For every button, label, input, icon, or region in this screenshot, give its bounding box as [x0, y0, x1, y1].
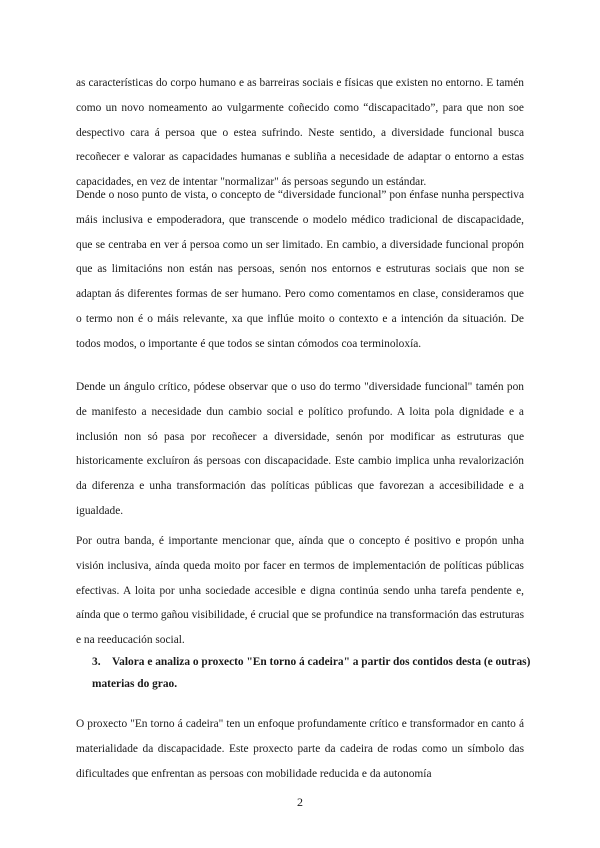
section-number: 3. — [92, 656, 101, 668]
page-number: 2 — [297, 795, 303, 809]
section-heading — [92, 651, 532, 695]
paragraph-our-viewpoint: Dende o noso punto de vista, o concepto de “diversidade funcional” pon énfase nunha perspectiva máis inclusiva e empoderadora, que transcende o modelo médico tradicional de discapacidade, que se centraba en ver á persoa como un ser limitado. En cambio, a diversidade funcional propón que as limitacións non están nas persoas, senón nos entornos e estruturas sociais que non se adaptan ás diferentes formas de ser humano. Pero como comentamos en clase, consideramos que o termo non é o máis relevante, xa que inflúe moito o contexto e a intención da situación. De todos modos, o importante é que todos se sintan cómodos coa terminoloxía. — [76, 189, 524, 350]
paragraph-project-intro: O proxecto "En torno á cadeira" ten un enfoque profundamente crítico e transformador en canto á materialidade da discapacidade. Este proxecto parte da cadeira de rodas como un símbolo das dificultades que enfrentan as persoas con mobilidade reducida e da autonomía — [76, 718, 524, 780]
paragraph-diversity-definition: as características do corpo humano e as barreiras sociais e físicas que existen no entorno. E tamén como un novo nomeamento ao vulgarmente coñecido como “discapacitado”, para que non soe despectivo cara á persoa que o estea sufrindo. Neste sentido, a diversidade funcional busca recoñecer e valorar as capacidades humanas e subliña a necesidade de adaptar o entorno a estas capacidades, en vez de intentar "normalizar" ás persoas segundo un estándar. — [76, 77, 524, 189]
paragraph-public-policies: Por outra banda, é importante mencionar que, aínda que o concepto é positivo e propón unha visión inclusiva, aínda queda moito por facer en termos de implementación de políticas públicas efectivas. A loita por unha sociedade accesible e digna continúa sendo unha tarefa pendente e, aínda que o termo gañou visibilidade, é crucial que se profundice na transformación das estruturas e na reeducación social. — [76, 535, 524, 647]
paragraph-critical-angle: Dende un ángulo crítico, pódese observar que o uso do termo "diversidade funcional" tamén pon de manifesto a necesidade dun cambio social e político profundo. A loita pola dignidade e a inclusión non só pasa por recoñecer a diversidade, senón por modificar as estruturas que historicamente excluíron ás persoas con discapacidade. Este cambio implica unha revalorización da diferenza e unha transformación das políticas públicas que favorezan a accesibilidade e a igualdade. — [76, 381, 524, 517]
section-heading-text: Valora e analiza o proxecto "En torno á cadeira" a partir dos contidos desta (e outras) materias do grao. — [92, 656, 531, 690]
